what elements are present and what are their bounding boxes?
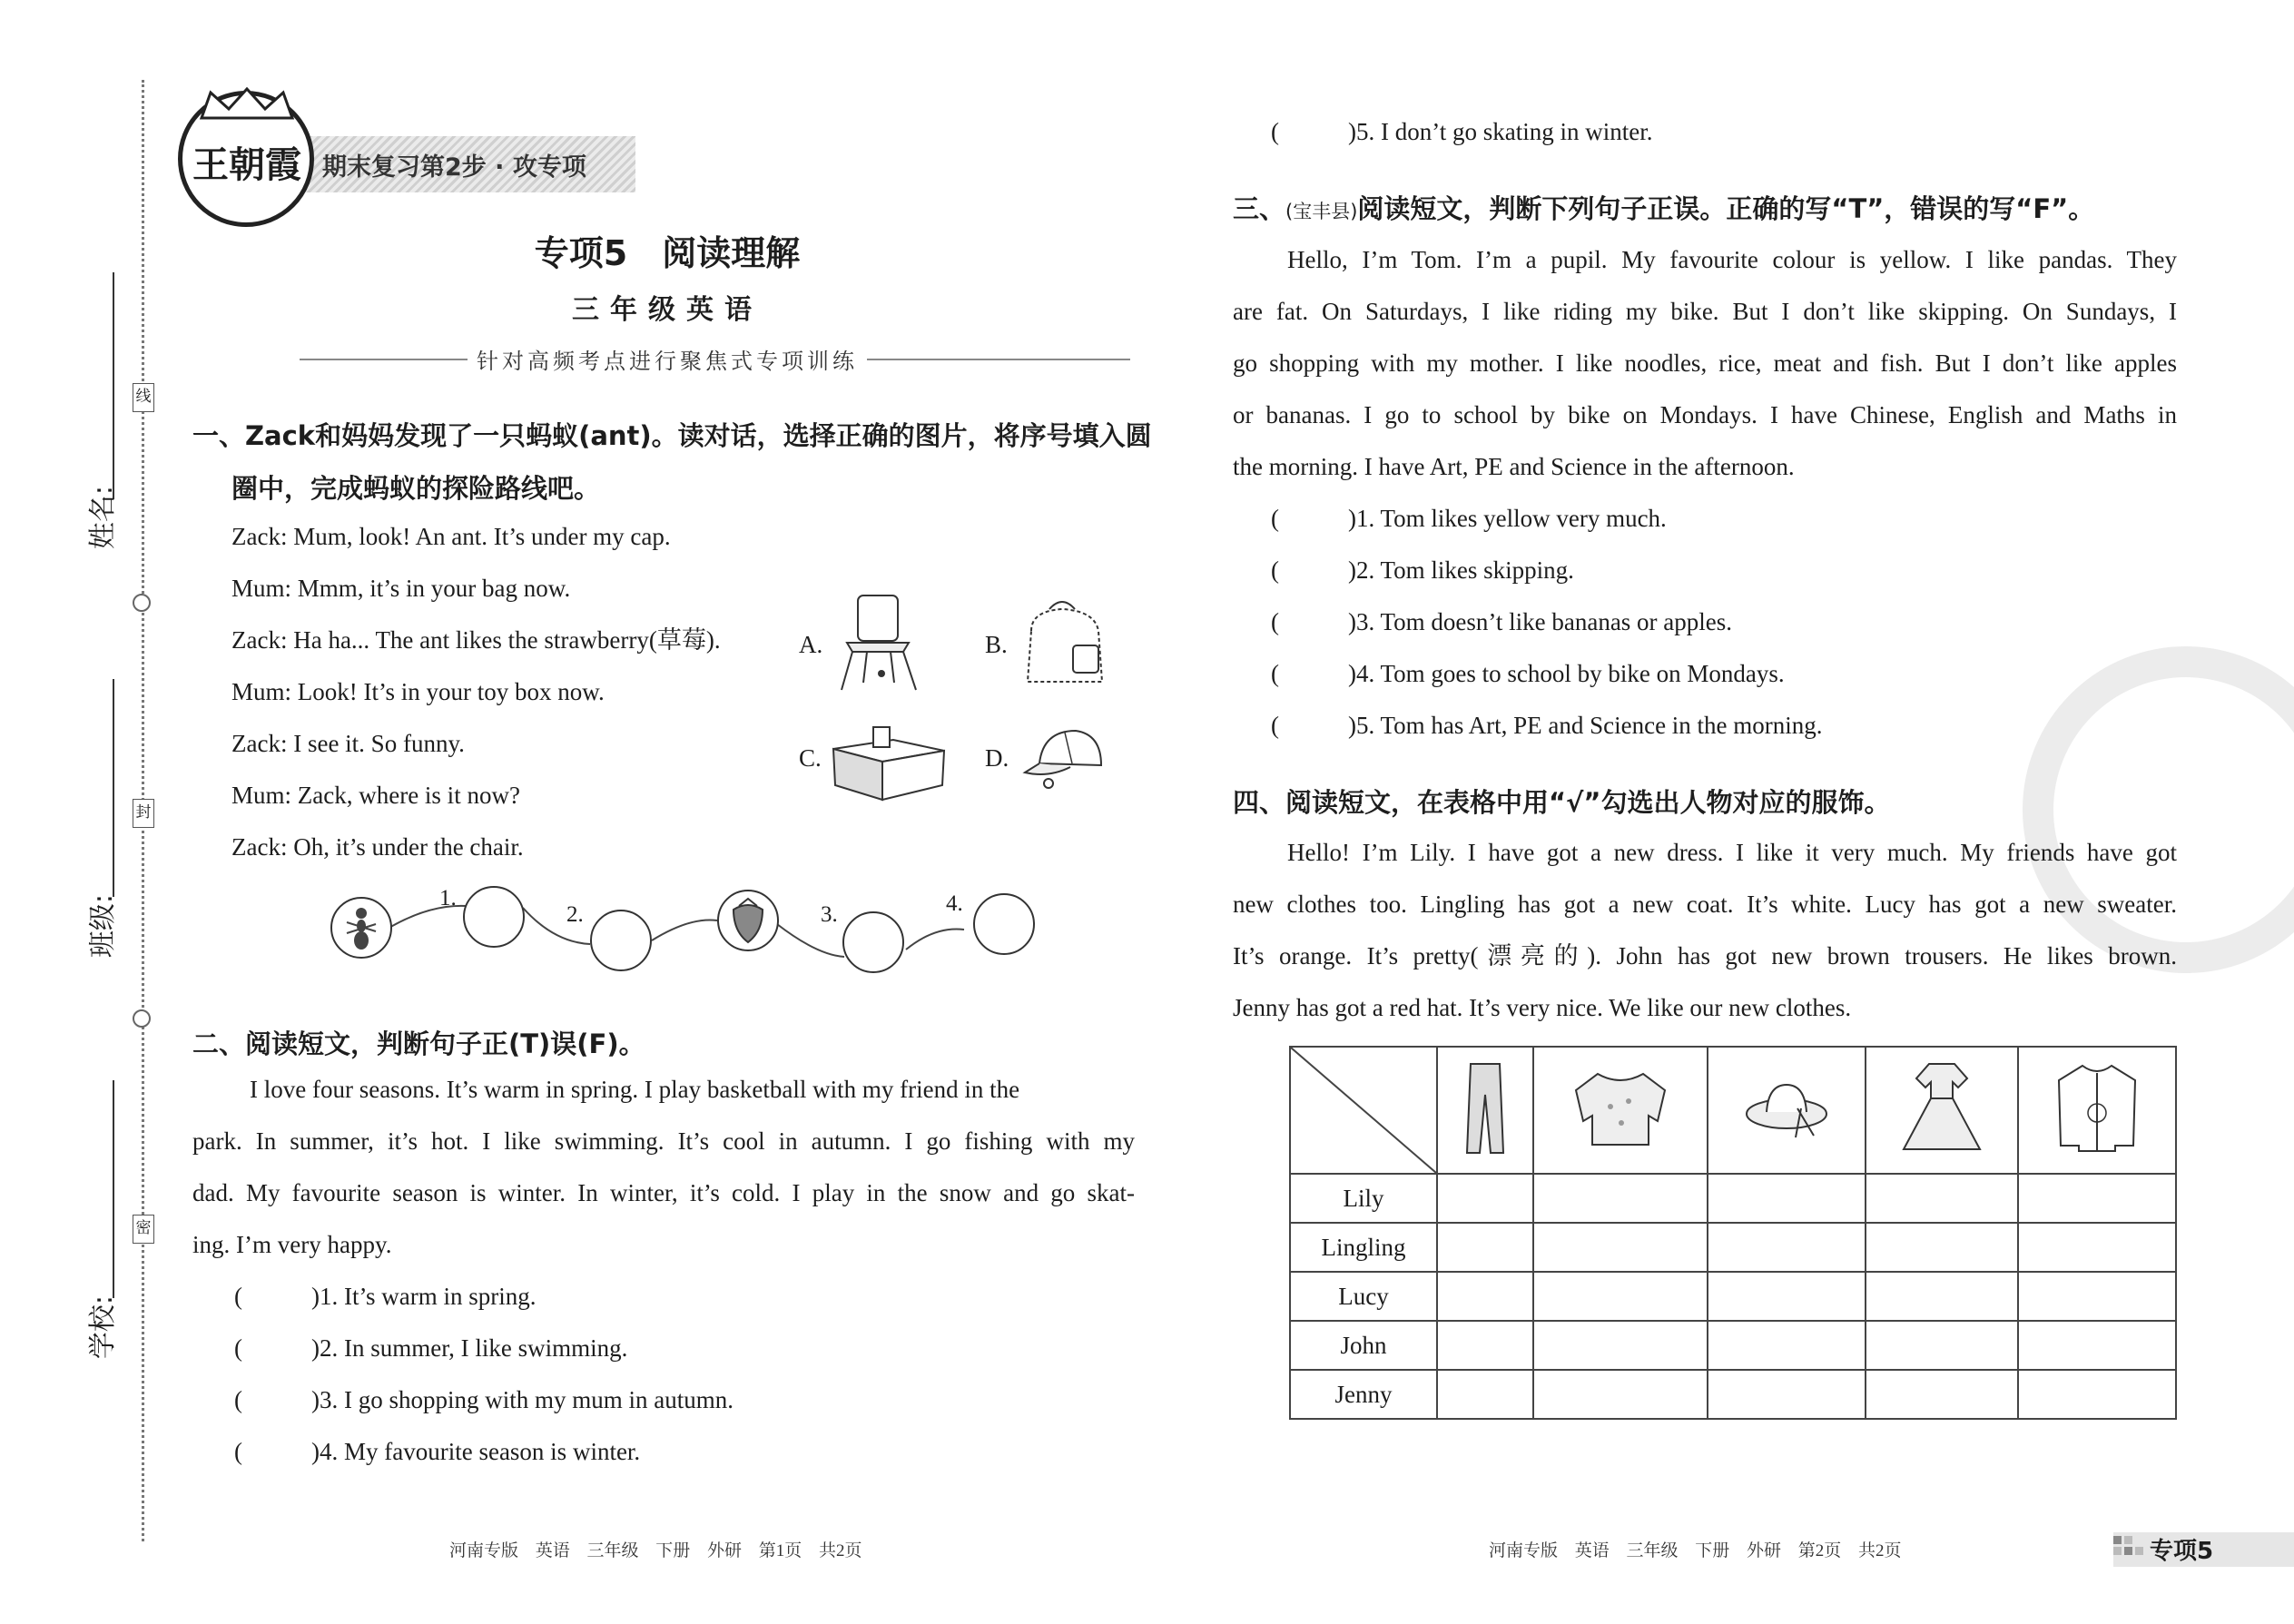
answer-blank: ( <box>1271 608 1279 635</box>
check-cell[interactable] <box>1866 1223 2018 1272</box>
cap-icon <box>1021 722 1108 799</box>
section2-passage-line: park. In summer, it’s hot. I like swimming. It’s cool in autumn. I go fishing with my <box>192 1127 1135 1155</box>
section1-heading-line2: 圈中，完成蚂蚁的探险路线吧。 <box>231 473 601 504</box>
section4-heading: 四、阅读短文，在表格中用“√”勾选出人物对应的服饰。 <box>1233 787 1891 818</box>
section-tag: 专项5 <box>2150 1538 2214 1565</box>
diagonal-header-cell <box>1290 1047 1437 1174</box>
sweater-column <box>1533 1047 1708 1174</box>
answer-blank: ( <box>1271 712 1279 739</box>
check-cell[interactable] <box>2018 1370 2176 1419</box>
section2-heading: 二、阅读短文，判断句子正(T)误(F)。 <box>192 1029 645 1059</box>
name-cell: Lucy <box>1290 1272 1437 1321</box>
answer-blank: ( <box>234 1283 242 1310</box>
tf-item[interactable]: ( )4. My favourite season is winter. <box>234 1426 640 1478</box>
tf-item[interactable]: ( )2. In summer, I like swimming. <box>234 1323 627 1374</box>
tf-item[interactable]: ( )3. Tom doesn’t like bananas or apples. <box>1271 596 1732 648</box>
option-b-label: B. <box>985 631 1008 658</box>
school-blank-line[interactable] <box>113 1080 114 1298</box>
page-tagline: 针对高频考点进行聚焦式专项训练 <box>477 350 858 374</box>
check-cell[interactable] <box>1708 1272 1866 1321</box>
path-number-3: 3. <box>821 902 838 927</box>
answer-blank: ( <box>234 1438 242 1465</box>
answer-circle-3[interactable] <box>842 911 904 973</box>
check-cell[interactable] <box>1866 1174 2018 1223</box>
check-cell[interactable] <box>1437 1321 1533 1370</box>
section3-passage-line: or bananas. I go to school by bike on Mondays. I have Chinese, English and Maths in <box>1233 401 2177 428</box>
tf-item[interactable]: ( )4. Tom goes to school by bike on Mondays. <box>1271 648 1785 700</box>
check-cell[interactable] <box>1708 1223 1866 1272</box>
answer-blank: ( <box>1271 118 1279 145</box>
tf-item[interactable]: ( )1. Tom likes yellow very much. <box>1271 493 1667 545</box>
table-row <box>1290 1223 2176 1272</box>
trousers-column <box>1437 1047 1533 1174</box>
check-cell[interactable] <box>1533 1174 1708 1223</box>
section3-passage-line: are fat. On Saturdays, I like riding my bike. But I don’t like skipping. On Sundays, I <box>1233 298 2177 325</box>
seal-mi: 密 <box>133 1215 154 1244</box>
ant-route-path <box>327 881 1044 980</box>
dress-column <box>1866 1047 2018 1174</box>
trousers-icon <box>1458 1058 1512 1158</box>
check-cell[interactable] <box>2018 1223 2176 1272</box>
option-a-label: A. <box>799 631 823 658</box>
clothes-table <box>1289 1046 2177 1420</box>
school-bag-icon <box>1017 595 1115 693</box>
check-cell[interactable] <box>1437 1370 1533 1419</box>
ant-icon <box>340 904 383 951</box>
toy-box-icon <box>826 722 949 802</box>
class-blank-line[interactable] <box>113 679 114 897</box>
section3-passage-line: Hello, I’m Tom. I’m a pupil. My favourite colour is yellow. I like pandas. They <box>1287 246 2177 273</box>
check-cell[interactable] <box>1708 1321 1866 1370</box>
path-number-1: 1. <box>439 886 457 910</box>
tf-item[interactable]: ( )5. I don’t go skating in winter. <box>1271 106 1652 158</box>
table-row <box>1290 1272 2176 1321</box>
dialogue-line: Zack: Ha ha... The ant likes the strawberry(草莓). <box>231 626 721 654</box>
answer-circle-2[interactable] <box>590 910 652 971</box>
binding-knot <box>133 1009 151 1028</box>
dialogue-line: Mum: Zack, where is it now? <box>231 782 520 809</box>
section2-passage-line: dad. My favourite season is winter. In winter, it’s cold. I play in the snow and go skat- <box>192 1179 1135 1206</box>
school-label: 学校: <box>87 1294 119 1360</box>
answer-blank: ( <box>1271 556 1279 584</box>
check-cell[interactable] <box>1708 1174 1866 1223</box>
page-title: 专项5 阅读理解 <box>534 233 801 273</box>
section3-heading: 三、(宝丰县)阅读短文，判断下列句子正误。正确的写“T”，错误的写“F”。 <box>1233 193 2095 224</box>
check-cell[interactable] <box>2018 1272 2176 1321</box>
section4-passage-line: new clothes too. Lingling has got a new coat. It’s white. Lucy has got a new sweater. <box>1233 891 2177 918</box>
tf-item[interactable]: ( )3. I go shopping with my mum in autumn. <box>234 1374 733 1426</box>
path-number-2: 2. <box>566 902 584 927</box>
tagline-rule-right <box>867 359 1130 360</box>
path-number-4: 4. <box>946 891 963 916</box>
tf-item[interactable]: ( )2. Tom likes skipping. <box>1271 545 1574 596</box>
name-cell: Lingling <box>1290 1223 1437 1272</box>
answer-blank: ( <box>1271 505 1279 532</box>
answer-blank: ( <box>1271 660 1279 687</box>
dialogue-line: Mum: Look! It’s in your toy box now. <box>231 678 605 705</box>
hat-column <box>1708 1047 1866 1174</box>
name-cell: John <box>1290 1321 1437 1370</box>
check-cell[interactable] <box>1866 1370 2018 1419</box>
check-cell[interactable] <box>1437 1174 1533 1223</box>
option-c-label: C. <box>799 744 822 772</box>
answer-blank: ( <box>234 1334 242 1362</box>
dialogue-line: Zack: Mum, look! An ant. It’s under my cap. <box>231 523 671 550</box>
header-banner-text: 期末复习第2步 · 攻专项 <box>322 153 586 182</box>
table-row <box>1290 1174 2176 1223</box>
sweater-icon <box>1570 1065 1670 1152</box>
name-cell: Lily <box>1290 1174 1437 1223</box>
strawberry-icon <box>726 897 770 944</box>
seal-feng: 封 <box>133 799 154 828</box>
check-cell[interactable] <box>1708 1370 1866 1419</box>
table-row <box>1290 1370 2176 1419</box>
check-cell[interactable] <box>2018 1321 2176 1370</box>
dialogue-line: Mum: Mmm, it’s in your bag now. <box>231 575 571 602</box>
section3-passage-line: go shopping with my mother. I like noodles, rice, meat and fish. But I don’t like apples <box>1233 349 2177 377</box>
dialogue-line: Zack: Oh, it’s under the chair. <box>231 833 524 861</box>
logo-text: 王朝霞 <box>192 144 301 186</box>
section2-passage-line: I love four seasons. It’s warm in spring. I play basketball with my friend in the <box>250 1076 1020 1103</box>
check-cell[interactable] <box>1437 1223 1533 1272</box>
chair-icon <box>831 592 921 694</box>
footer-right: 河南专版 英语 三年级 下册 外研 第2页 共2页 <box>1489 1541 1902 1560</box>
check-cell[interactable] <box>1533 1321 1708 1370</box>
dress-icon <box>1898 1058 1985 1158</box>
answer-circle-4[interactable] <box>973 893 1035 955</box>
table-row <box>1290 1321 2176 1370</box>
check-cell[interactable] <box>1533 1223 1708 1272</box>
tf-item[interactable]: ( )1. It’s warm in spring. <box>234 1271 536 1323</box>
section1-heading: 一、Zack和妈妈发现了一只蚂蚁(ant)。读对话，选择正确的图片，将序号填入圆 <box>192 420 1152 451</box>
seal-xian: 线 <box>133 383 154 412</box>
section4-passage-line: Jenny has got a red hat. It’s very nice. We like our new clothes. <box>1233 994 1852 1021</box>
check-cell[interactable] <box>2018 1174 2176 1223</box>
name-label: 姓名: <box>87 485 119 550</box>
tf-item[interactable]: ( )5. Tom has Art, PE and Science in the morning. <box>1271 700 1823 752</box>
section4-passage-line: Hello! I’m Lily. I have got a new dress. I like it very much. My friends have got <box>1287 839 2177 866</box>
section2-passage-line: ing. I’m very happy. <box>192 1231 392 1258</box>
answer-circle-1[interactable] <box>463 886 525 948</box>
check-cell[interactable] <box>1533 1272 1708 1321</box>
table-header-row <box>1290 1047 2176 1174</box>
grid-icon <box>2113 1536 2144 1563</box>
section4-passage-line: It’s orange. It’s pretty(漂亮的). John has got new brown trousers. He likes brown. <box>1233 942 2177 969</box>
check-cell[interactable] <box>1866 1321 2018 1370</box>
check-cell[interactable] <box>1866 1272 2018 1321</box>
class-label: 班级: <box>87 893 119 959</box>
binding-knot <box>133 594 151 612</box>
dialogue-line: Zack: I see it. So funny. <box>231 730 465 757</box>
name-cell: Jenny <box>1290 1370 1437 1419</box>
coat-column <box>2018 1047 2176 1174</box>
answer-blank: ( <box>234 1386 242 1413</box>
section3-passage-line: the morning. I have Art, PE and Science in the afternoon. <box>1233 453 1795 480</box>
hat-icon <box>1741 1072 1832 1145</box>
option-d-label: D. <box>985 744 1009 772</box>
check-cell[interactable] <box>1533 1370 1708 1419</box>
coat-icon <box>2052 1058 2142 1158</box>
footer-left: 河南专版 英语 三年级 下册 外研 第1页 共2页 <box>449 1541 862 1560</box>
crown-icon <box>194 85 300 122</box>
page-subtitle: 三年级英语 <box>572 294 763 326</box>
check-cell[interactable] <box>1437 1272 1533 1321</box>
